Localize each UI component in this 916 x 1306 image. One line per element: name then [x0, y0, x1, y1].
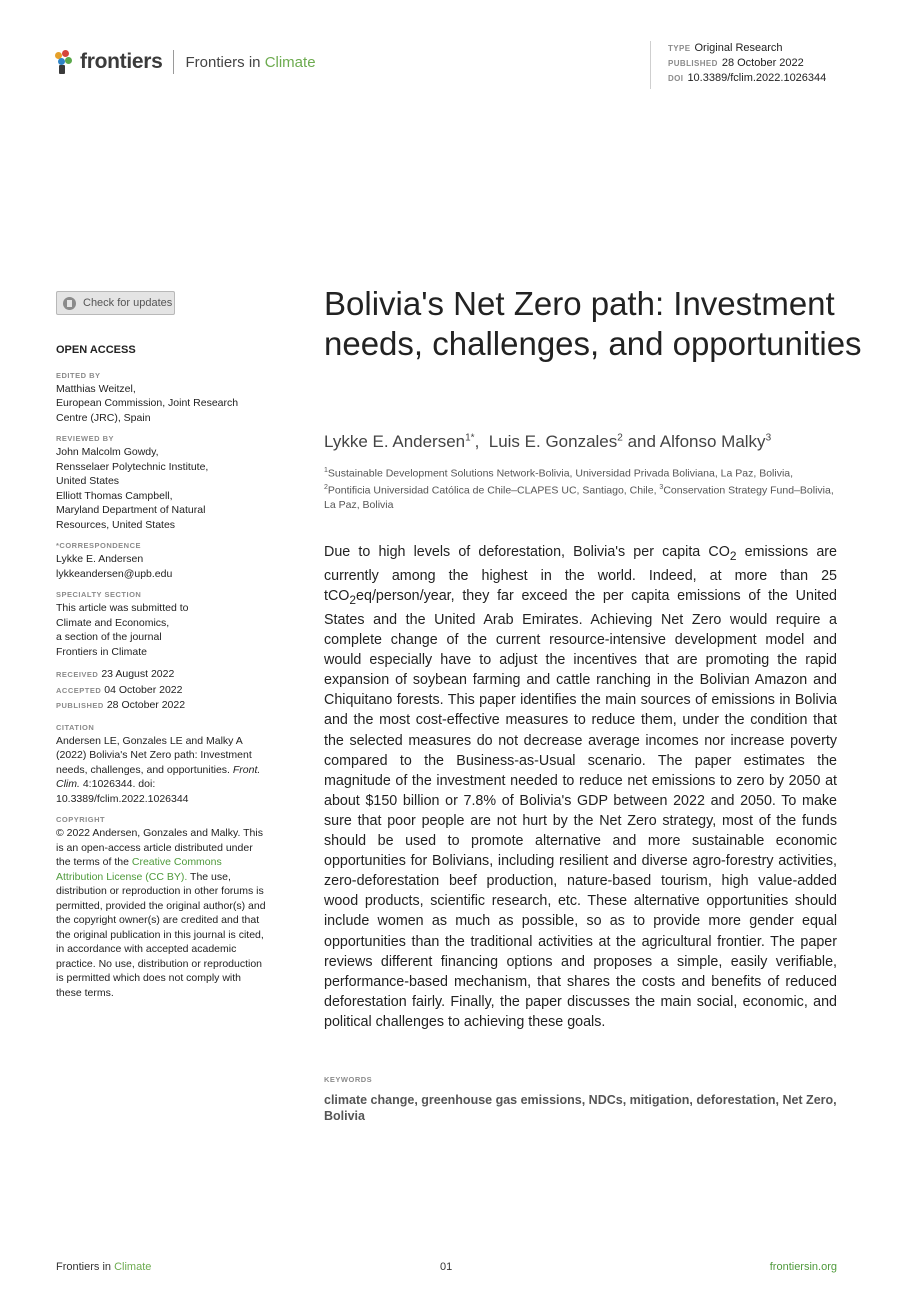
- specialty-heading: SPECIALTY SECTION: [56, 590, 142, 599]
- abstract: Due to high levels of deforestation, Bolivia's per capita $CO_2$ emissions are currently among the highest in the world. Indeed, at more than 25 tCO$_2$eq/person/year, they far exceed the per capita emissions of the United States and the United Arab Emirates. Achieving Net Zero would require a complete change of the current resource-intensive development model and would especially have to adjust the incentives that are promoting the rapid expansion of soybean farming and cattle ranching in the Bolivian Amazon and Chiquitano forests. This paper identifies the main sources of emissions in Bolivia and the most cost-effective measures to reduce them, under the condition that the selected measures do not decrease average incomes nor increase poverty compared to the Business-as-Usual scenario. The paper estimates the magnitude of the investment needed to reduce net emissions to zero by 2050 at about $150 billion or 7.8% of Bolivia's GDP between 2022 and 2050. To make sure that poor people are not hurt by the Net Zero strategy, most of the funds should be used to promote alternative and more sustainable economic opportunities for Bolivians, including resilient and diverse agro-forestry activities, zero-deforestation beef production, nature-based tourism, high value-added wood products, scientific research, etc. These alternative opportunities should include women as much as possible, so as to provide more gender equal opportunities than the traditional activities at the agricultural frontier. The paper reviews different financing options and proposes a simple, easily verifiable, performance-based mechanism, that shares the costs and benefits of reduced deforestation fairly. Finally, the paper discusses the main social, economic, and political challenges to achieving these goals.: [324, 544, 837, 1030]
- article-type: Original Research: [694, 42, 783, 54]
- logo-divider: [173, 50, 174, 74]
- frontiers-logo-icon: [55, 50, 75, 74]
- editor: Matthias Weitzel, European Commission, Joint Research Centre (JRC), Spain: [56, 382, 239, 424]
- footer-site-link[interactable]: frontiersin.org: [769, 1261, 837, 1273]
- author-list: Lykke E. Andersen$^{1*}$, Luis E. Gonzales$^2$ and Alfonso Malky$^3$: [324, 432, 772, 451]
- author-name[interactable]: Lykke E. Andersen$^{1*}$: [324, 432, 475, 451]
- doi-link[interactable]: 10.3389/fclim.2022.1026344: [687, 72, 827, 84]
- license-link[interactable]: Creative Commons Attribution License (CC BY).: [56, 856, 222, 883]
- citation-heading: CITATION: [56, 722, 95, 732]
- affiliations: $^1$Sustainable Development Solutions Network-Bolivia, Universidad Privada Boliviana, La Paz, Bolivia, $^2$Pontificia Universidad Católica de Chile–CLAPES UC, Santiago, Chile, $^3$Conservation Strategy Fund–Bolivia, La Paz, Bolivia: [324, 467, 834, 511]
- edited-by-heading: EDITED BY: [56, 370, 101, 380]
- check-updates-label: Check for updates: [83, 297, 173, 309]
- specialty-section: This article was submitted to Climate and Economics, a section of the journal Frontiers in Climate: [56, 602, 189, 658]
- author-name[interactable]: Luis E. Gonzales$^2$: [488, 432, 623, 451]
- dates: RECEIVED 23 August 2022 ACCEPTED 04 October 2022 PUBLISHED 28 October 2022: [56, 668, 186, 711]
- check-updates-button[interactable]: [56, 291, 175, 315]
- page-number: 01: [440, 1261, 453, 1273]
- correspondence-heading: *CORRESPONDENCE: [56, 541, 142, 550]
- article-title: Bolivia's Net Zero path: Investment needs, challenges, and opportunities: [324, 285, 862, 362]
- reviewers: John Malcolm Gowdy, Rensselaer Polytechnic Institute, United States Elliott Thomas Campbell, Maryland Department of Natural Resources, United States: [56, 446, 209, 531]
- journal-logo[interactable]: [55, 50, 316, 74]
- copyright: © 2022 Andersen, Gonzales and Malky. This is an open-access article distributed under the terms of the Creative Commons Attribution License (CC BY). The use, distribution or reproduction in other forums is permitted, provided the original author(s) and the copyright owner(s) are credited and that the original publication in this journal is cited, in accordance with accepted academic practice. No use, distribution or reproduction is permitted which does not comply with these terms.: [56, 827, 266, 999]
- email-link[interactable]: lykkeandersen@upb.edu: [56, 567, 173, 580]
- footer-journal: Frontiers in Climate: [56, 1261, 152, 1273]
- published-date: 28 October 2022: [721, 57, 804, 69]
- citation: Andersen LE, Gonzales LE and Malky A (2022) Bolivia's Net Zero path: Investment needs, challenges, and opportunities. Front. Clim. 4:1026344. doi: 10.3389/fclim.2022.1026344: [56, 734, 261, 805]
- journal-name: Frontiers in Climate: [185, 53, 316, 71]
- correspondence: Lykke E. Andersen lykkeandersen@upb.edu: [56, 552, 266, 581]
- keywords: climate change, greenhouse gas emissions, NDCs, mitigation, deforestation, Net Zero, Bolivia: [324, 1093, 837, 1123]
- bookmark-icon: [63, 297, 76, 310]
- article-meta: TYPE Original Research PUBLISHED 28 October 2022 DOI 10.3389/fclim.2022.1026344: [650, 41, 826, 89]
- copyright-heading: COPYRIGHT: [56, 815, 106, 824]
- reviewed-by-heading: REVIEWED BY: [56, 434, 115, 443]
- brand-name: frontiers: [80, 50, 163, 73]
- keywords-heading: KEYWORDS: [324, 1075, 373, 1084]
- author-name[interactable]: Alfonso Malky$^3$: [659, 432, 772, 451]
- open-access-label: OPEN ACCESS: [56, 344, 136, 356]
- sidebar: [56, 343, 266, 1000]
